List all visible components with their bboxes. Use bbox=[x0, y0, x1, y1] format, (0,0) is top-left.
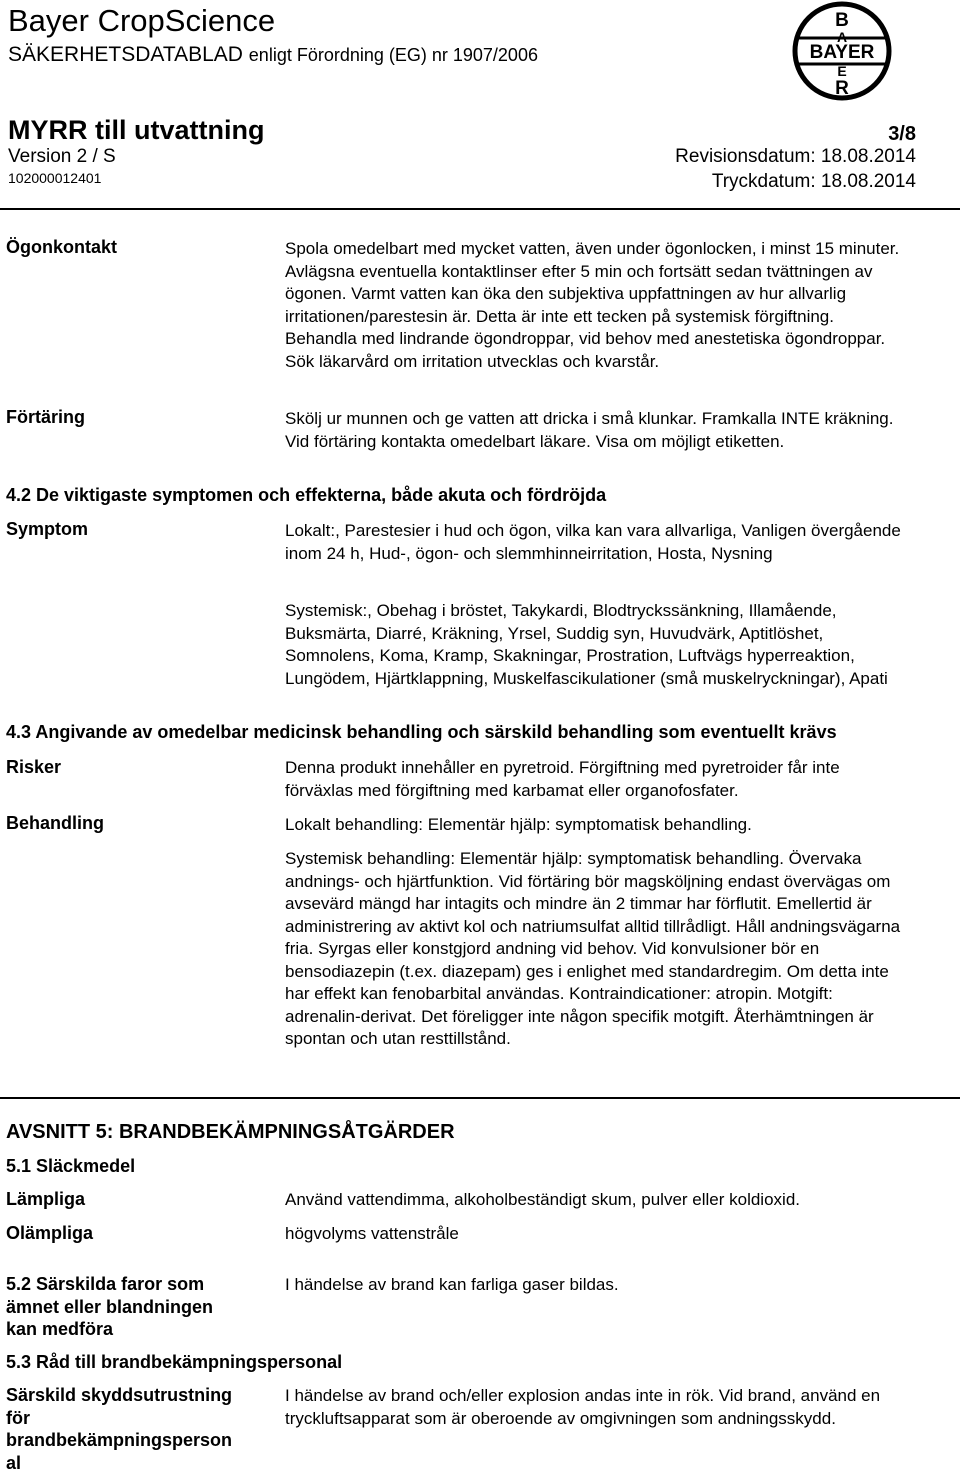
symptom-label: Symptom bbox=[6, 518, 88, 541]
protective-equipment-label bbox=[6, 1384, 232, 1474]
page-number: 3/8 bbox=[888, 122, 916, 146]
company-name: Bayer CropScience bbox=[8, 2, 275, 40]
revision-date: Revisionsdatum: 18.08.2014 bbox=[675, 146, 916, 168]
treatment-systemic-text: Systemisk behandling: Elementär hjälp: symptomatisk behandling. Övervaka andnings- och hjärtfunktion. Vid förtäring bör magsköljning endast övervägas om avsevärd mängd har intagits och mindre än 2 timmar har förflutit. Emellertid är administrering av aktivt kol och natriumsulfat alltid tillrådligt. Håll andningsvägarna fria. Syrgas eller konstgjord andning vid behov. Vid konvulsioner bör en bensodiazepin (t.ex. diazepam) ges i enlighet med standardregim. Om detta inte har effekt kan fenobarbital användas. Kontraindicationer: atropin. Motgift: adrenalin-derivat. Det föreligger inte någon specifik motgift. Återhämtningen är spontan och utan resttillstånd. bbox=[285, 848, 905, 1051]
section-5-2-text: I händelse av brand kan farliga gaser bildas. bbox=[285, 1274, 905, 1297]
risks-label: Risker bbox=[6, 756, 61, 779]
logo-wordmark: BAYER bbox=[810, 42, 875, 63]
section-5-2-line: ämnet eller blandningen bbox=[6, 1296, 213, 1319]
protective-equipment-text: I händelse av brand och/eller explosion andas inte in rök. Vid brand, använd en tryckluftsapparat som är oberoende av omgivningen som andningsskydd. bbox=[285, 1385, 905, 1430]
section-4-3-heading: 4.3 Angivande av omedelbar medicinsk behandling och särskild behandling som eventuellt krävs bbox=[6, 721, 837, 744]
sds-title-line bbox=[8, 42, 538, 68]
bayer-logo bbox=[785, 0, 899, 102]
sds-title: SÄKERHETSDATABLAD bbox=[8, 43, 243, 66]
protective-equipment-line: Särskild skyddsutrustning bbox=[6, 1384, 232, 1407]
symptom-local-text: Lokalt:, Parestesier i hud och ögon, vilka kan vara allvarliga, Vanligen övergående inom 24 h, Hud-, ögon- och slemmhinneirritation, Hosta, Nysning bbox=[285, 520, 905, 565]
section-5-1-heading: 5.1 Släckmedel bbox=[6, 1155, 135, 1177]
header-divider bbox=[0, 208, 960, 210]
print-date: Tryckdatum: 18.08.2014 bbox=[712, 171, 916, 193]
section-divider bbox=[0, 1097, 960, 1099]
symptom-systemic-text: Systemisk:, Obehag i bröstet, Takykardi, Blodtryckssänkning, Illamående, Buksmärta, Diarré, Kräkning, Yrsel, Suddig syn, Huvudvärk, Aptitlöshet, Somnolens, Koma, Kramp, Skakningar, Prostration, Luftvägs hyperreaktion, Lungödem, Hjärtklappning, Muskelfascikulationer (små muskelryckningar), Apati bbox=[285, 600, 905, 690]
logo-letter-e: E bbox=[837, 63, 846, 79]
suitable-media-label: Lämpliga bbox=[6, 1188, 85, 1211]
version: Version 2 / S bbox=[8, 146, 116, 168]
suitable-media-text: Använd vattendimma, alkoholbeständigt skum, pulver eller koldioxid. bbox=[285, 1189, 905, 1212]
product-name: MYRR till utvattning bbox=[8, 114, 264, 146]
ingestion-label: Förtäring bbox=[6, 406, 85, 429]
document-number: 102000012401 bbox=[8, 169, 101, 187]
section-5-2-heading bbox=[6, 1273, 213, 1341]
section-5-title: AVSNITT 5: BRANDBEKÄMPNINGSÅTGÄRDER bbox=[6, 1120, 455, 1144]
section-5-2-line: 5.2 Särskilda faror som bbox=[6, 1273, 213, 1296]
protective-equipment-line: al bbox=[6, 1452, 232, 1474]
sds-regulation: enligt Förordning (EG) nr 1907/2006 bbox=[249, 45, 538, 65]
section-5-2-line: kan medföra bbox=[6, 1318, 213, 1341]
unsuitable-media-text: högvolyms vattenstråle bbox=[285, 1223, 905, 1246]
logo-letter-a: A bbox=[837, 29, 847, 45]
section-5-3-heading: 5.3 Råd till brandbekämpningspersonal bbox=[6, 1351, 342, 1373]
treatment-local-text: Lokalt behandling: Elementär hjälp: symptomatisk behandling. bbox=[285, 814, 905, 837]
section-4-2-heading: 4.2 De viktigaste symptomen och effekterna, både akuta och fördröjda bbox=[6, 484, 606, 507]
logo-letter-b: B bbox=[835, 10, 849, 31]
eye-contact-label: Ögonkontakt bbox=[6, 236, 117, 259]
protective-equipment-line: för bbox=[6, 1407, 232, 1430]
eye-contact-text: Spola omedelbart med mycket vatten, även under ögonlocken, i minst 15 minuter. Avlägsna eventuella kontaktlinser efter 5 min och fortsätt sedan tvättningen av ögonen. Varmt vatten kan öka den subjektiva uppfattningen av hur allvarlig irritationen/parestesin är. Detta är inte ett tecken på systemisk förgiftning. Behandla med lindrande ögondroppar, vid behov med anestetiska ögondroppar. Sök läkarvård om irritation utvecklas och kvarstår. bbox=[285, 238, 905, 373]
ingestion-text: Skölj ur munnen och ge vatten att dricka i små klunkar. Framkalla INTE kräkning. Vid förtäring kontakta omedelbart läkare. Visa om möjligt etiketten. bbox=[285, 408, 905, 453]
protective-equipment-line: brandbekämpningsperson bbox=[6, 1429, 232, 1452]
unsuitable-media-label: Olämpliga bbox=[6, 1222, 93, 1245]
risks-text: Denna produkt innehåller en pyretroid. Förgiftning med pyretroider får inte förväxlas med förgiftning med karbamat eller organofosfater. bbox=[285, 757, 905, 802]
logo-letter-r: R bbox=[835, 78, 849, 99]
treatment-label: Behandling bbox=[6, 812, 104, 835]
